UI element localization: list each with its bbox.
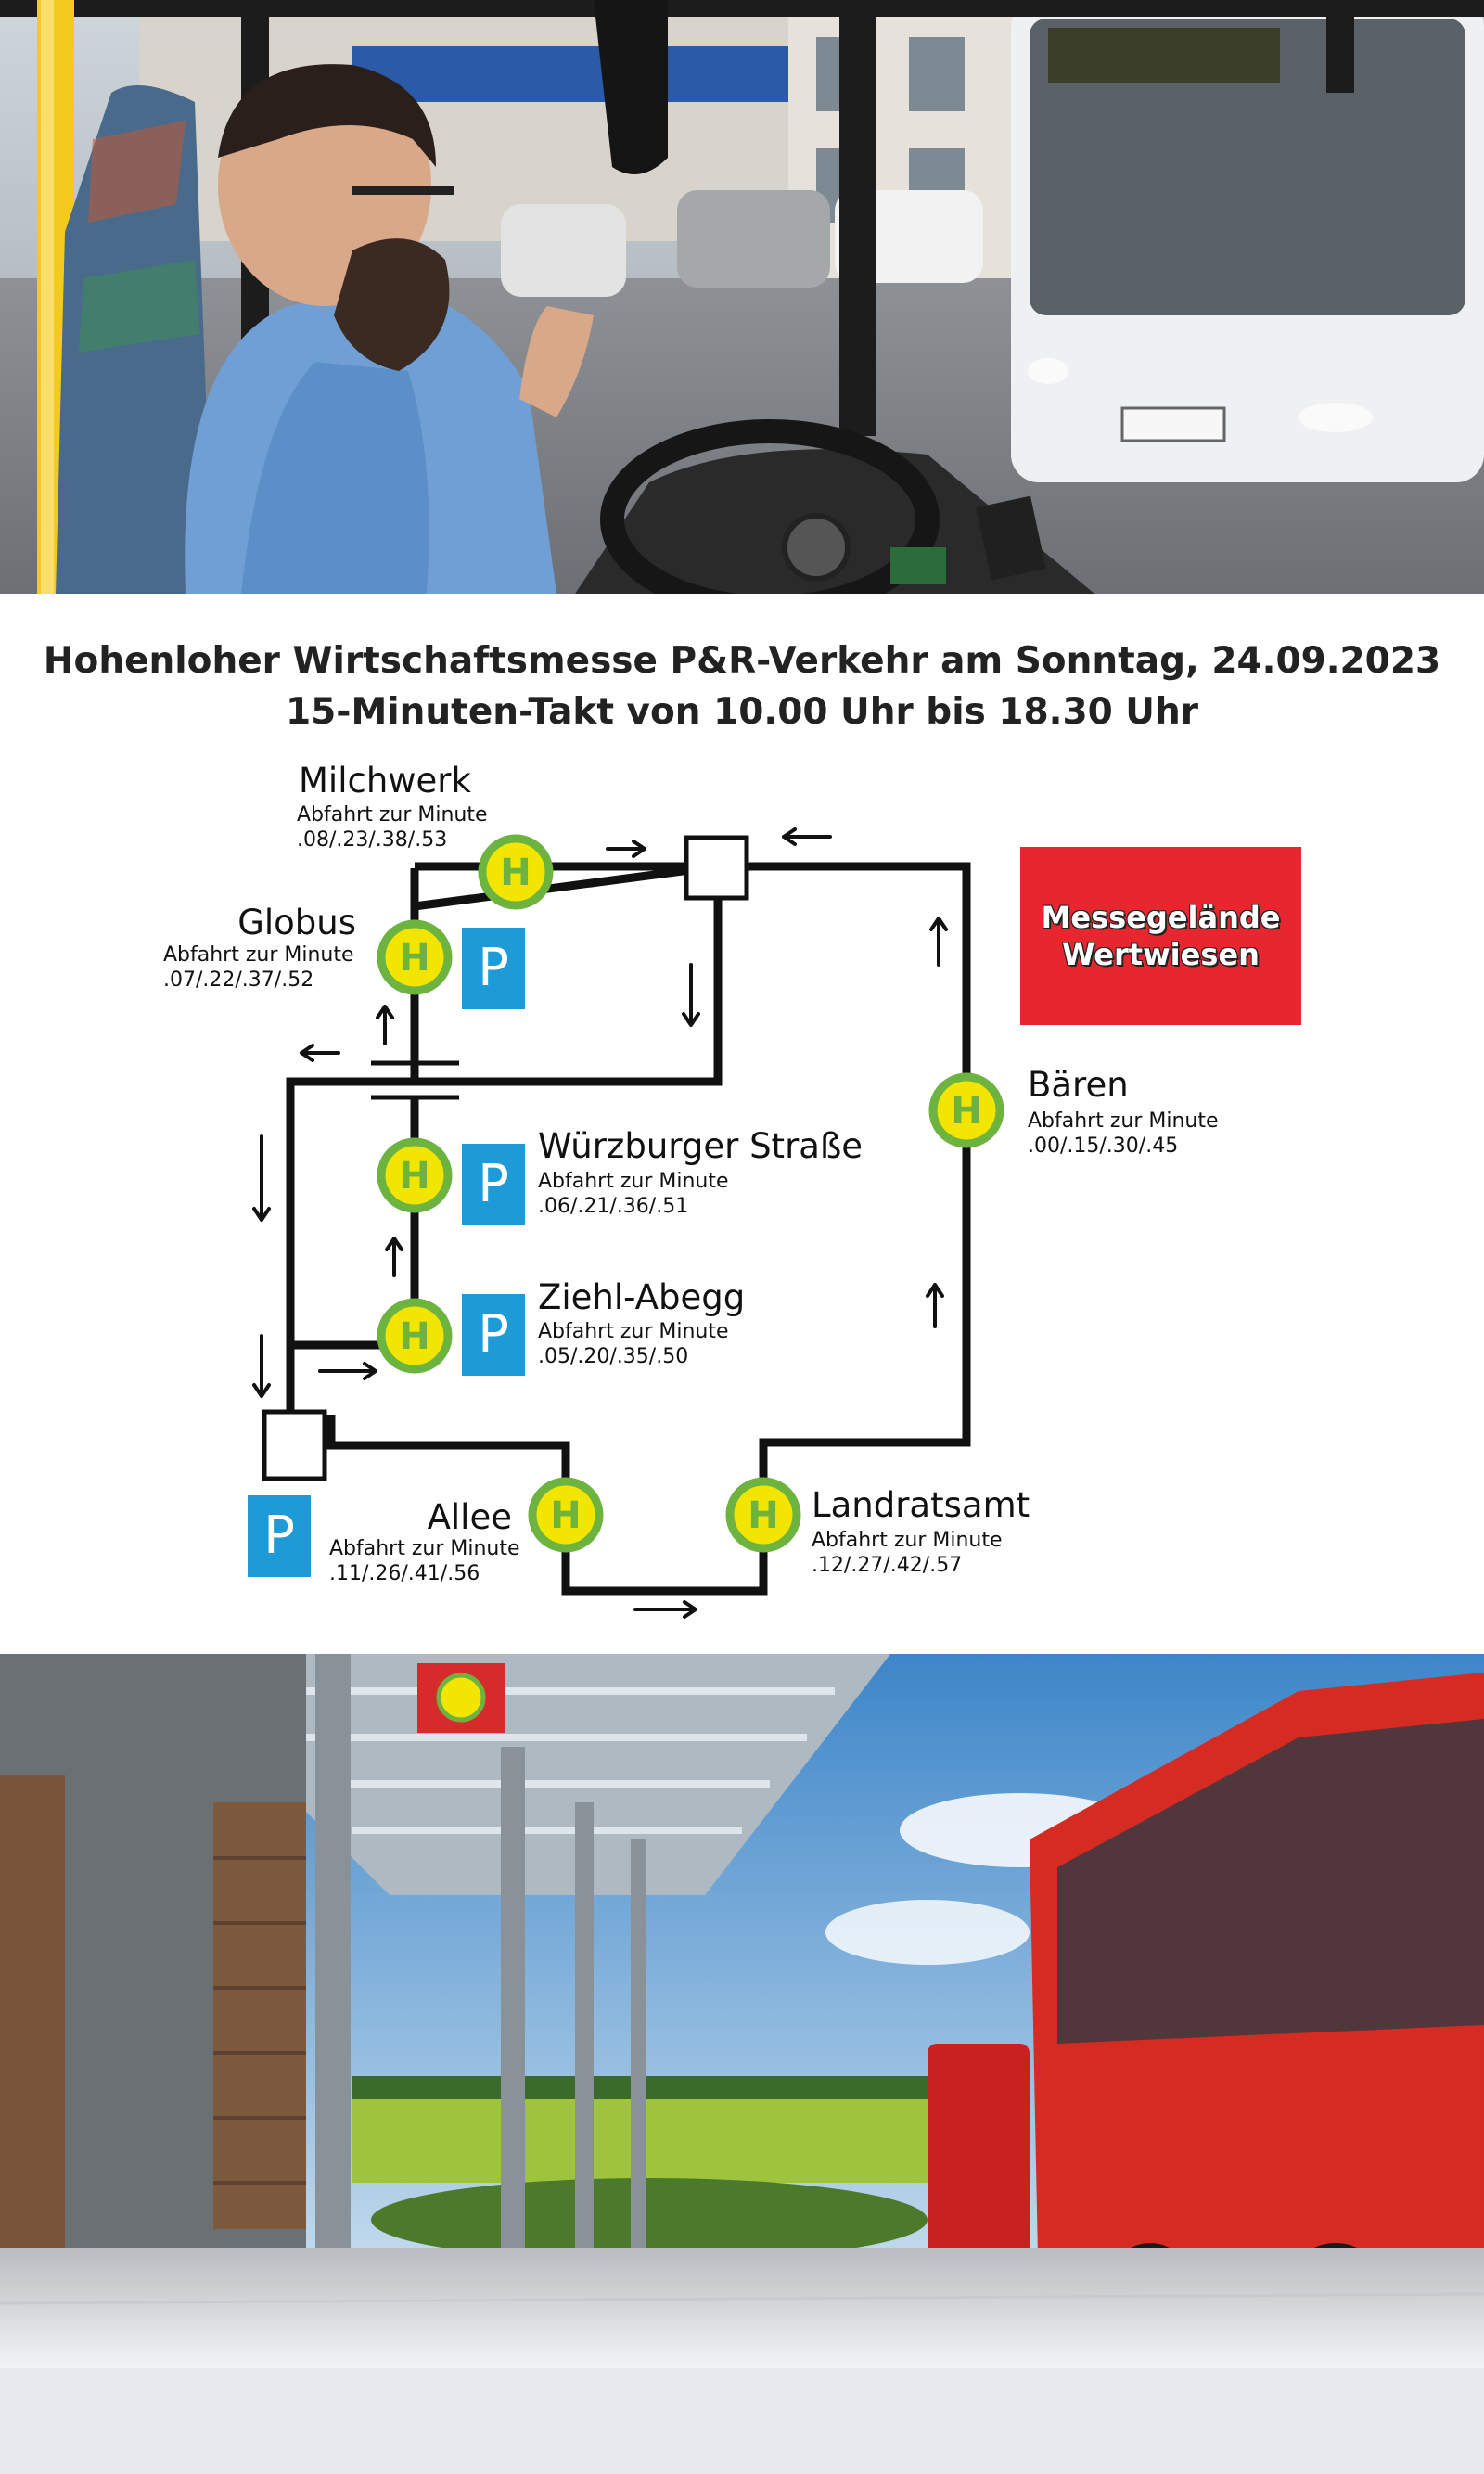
bus-stop-icon bbox=[482, 839, 549, 905]
stop-name-ziehl-abegg: Ziehl-Abegg bbox=[538, 1277, 746, 1317]
stop-minutes-wuerzburger-strasse: .06/.21/.36/.51 bbox=[538, 1195, 689, 1218]
bus-stop-letter: H bbox=[748, 1494, 779, 1537]
parking-letter: P bbox=[478, 1304, 509, 1365]
arrow-down-icon bbox=[254, 1136, 269, 1220]
page-title: Hohenloher Wirtschaftsmesse P&R-Verkehr am Sonntag, 24.09.2023 bbox=[43, 640, 1441, 682]
stop-minutes-ziehl-abegg: .05/.20/.35/.50 bbox=[538, 1345, 689, 1368]
arrow-up-icon bbox=[387, 1238, 402, 1275]
stop-minutes-landratsamt: .12/.27/.42/.57 bbox=[812, 1554, 963, 1577]
stop-sub-label: Abfahrt zur Minute bbox=[163, 943, 354, 967]
stop-name-landratsamt: Landratsamt bbox=[812, 1485, 1030, 1525]
bus-stop-letter: H bbox=[399, 1155, 430, 1198]
arrow-up-icon bbox=[377, 1006, 392, 1044]
destination-messegelaende bbox=[1020, 847, 1301, 1025]
arrow-left-icon bbox=[301, 1045, 339, 1060]
stop-name-globus: Globus bbox=[237, 903, 356, 942]
arrow-down-icon bbox=[254, 1336, 269, 1396]
bus-station-photo bbox=[0, 1654, 1484, 2368]
bus-driver-photo bbox=[0, 0, 1484, 594]
arrow-right-icon bbox=[608, 841, 645, 856]
stop-name-baeren: Bären bbox=[1028, 1065, 1129, 1105]
destination-line2: Wertwiesen bbox=[1062, 937, 1260, 972]
stop-sub-label: Abfahrt zur Minute bbox=[538, 1170, 729, 1193]
arrow-right-icon bbox=[635, 1602, 696, 1617]
parking-icon bbox=[462, 1294, 525, 1376]
bus-stop-letter: H bbox=[399, 937, 430, 980]
arrow-up-icon bbox=[931, 918, 946, 965]
stop-minutes-allee: .11/.26/.41/.56 bbox=[329, 1562, 480, 1585]
stop-sub-label: Abfahrt zur Minute bbox=[297, 803, 488, 827]
parking-icon bbox=[248, 1495, 311, 1577]
bus-stop-icon bbox=[381, 1302, 448, 1369]
arrow-left-icon bbox=[784, 829, 830, 844]
parking-letter: P bbox=[478, 1154, 509, 1214]
stop-minutes-baeren: .00/.15/.30/.45 bbox=[1028, 1134, 1179, 1158]
parking-letter: P bbox=[263, 1506, 295, 1566]
schedule-subtitle: 15-Minuten-Takt von 10.00 Uhr bis 18.30 Uhr bbox=[286, 691, 1198, 733]
bus-stop-letter: H bbox=[399, 1315, 430, 1358]
stop-minutes-milchwerk: .08/.23/.38/.53 bbox=[297, 828, 448, 852]
bus-stop-icon bbox=[730, 1481, 797, 1548]
bus-stop-icon bbox=[933, 1077, 1000, 1144]
arrow-up-icon bbox=[928, 1285, 942, 1327]
junction-box-top bbox=[686, 838, 747, 898]
stop-name-allee: Allee bbox=[427, 1497, 512, 1537]
stop-sub-label: Abfahrt zur Minute bbox=[812, 1529, 1003, 1552]
bus-stop-letter: H bbox=[951, 1090, 982, 1133]
bus-stop-icon bbox=[381, 1142, 448, 1209]
bus-stop-icon bbox=[532, 1481, 599, 1548]
arrow-down-icon bbox=[684, 965, 698, 1025]
stop-minutes-globus: .07/.22/.37/.52 bbox=[163, 968, 314, 992]
parking-letter: P bbox=[478, 938, 509, 998]
parking-icon bbox=[462, 928, 525, 1009]
bus-stop-letter: H bbox=[500, 852, 531, 894]
parking-icon bbox=[462, 1144, 525, 1225]
stop-sub-label: Abfahrt zur Minute bbox=[538, 1320, 729, 1343]
stop-name-wuerzburger-strasse: Würzburger Straße bbox=[538, 1126, 864, 1166]
bus-stop-letter: H bbox=[550, 1494, 582, 1537]
destination-line1: Messegelände bbox=[1041, 900, 1281, 935]
junction-box-bottom bbox=[264, 1412, 325, 1479]
stop-sub-label: Abfahrt zur Minute bbox=[329, 1537, 520, 1560]
arrow-right-icon bbox=[320, 1364, 376, 1378]
stop-name-milchwerk: Milchwerk bbox=[299, 761, 471, 801]
bus-stop-icon bbox=[381, 924, 448, 991]
stop-sub-label: Abfahrt zur Minute bbox=[1028, 1109, 1219, 1133]
footer-band bbox=[0, 2368, 1484, 2474]
